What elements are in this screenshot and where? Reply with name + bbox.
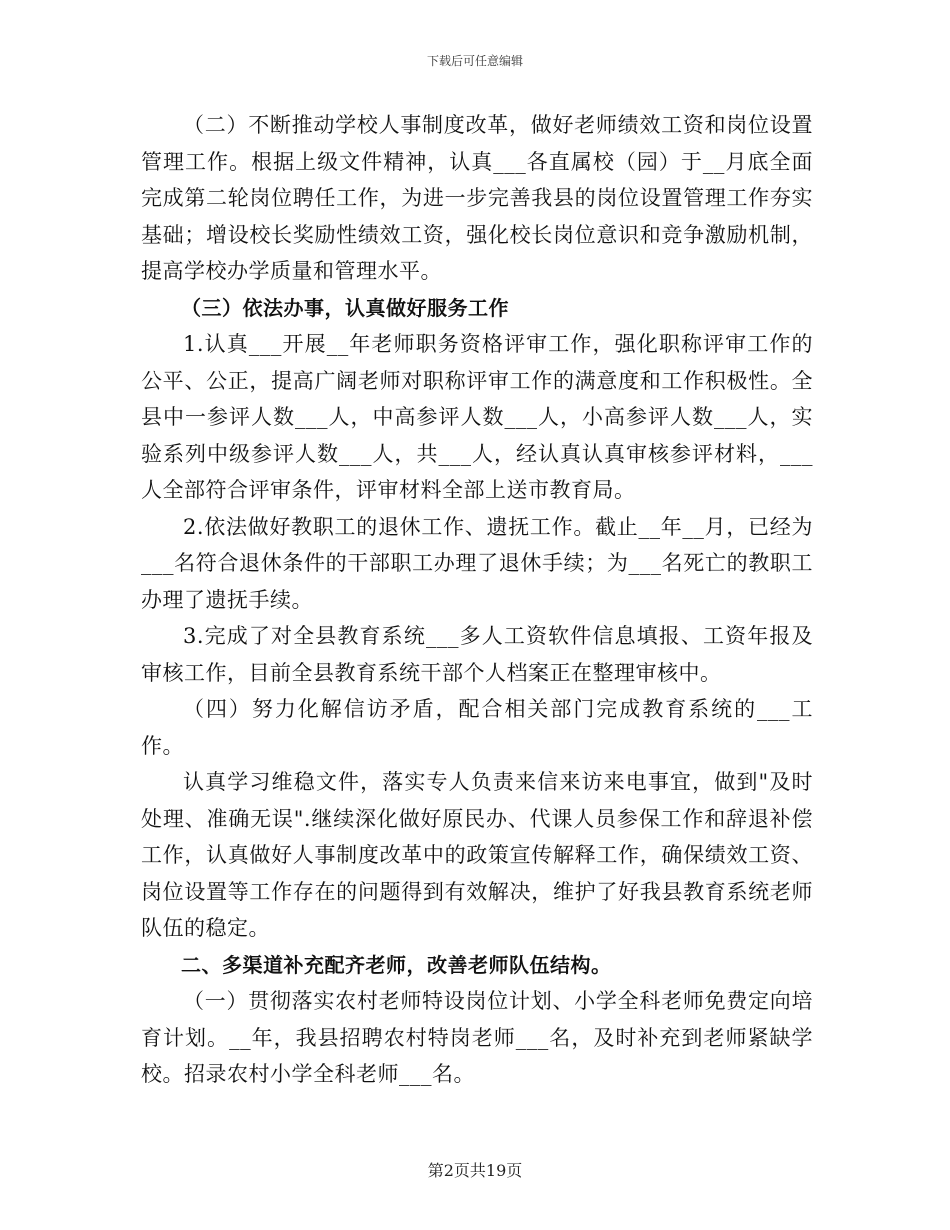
paragraph: 认真学习维稳文件，落实专人负责来信来访来电事宜，做到"及时处理、准确无误".继续深化做好原民办、代课人员参保工作和辞退补偿工作，认真做好人事制度改革中的政策宣传解释工作，确保绩效工资、岗位设置等工作存在的问题得到有效解决，维护了好我县教育系统老师队伍的稳定。 bbox=[141, 770, 813, 940]
document-body bbox=[141, 107, 813, 1093]
page-number-footer: 第2页共19页 bbox=[427, 1161, 523, 1180]
section-heading: （三）依法办事，认真做好服务工作 bbox=[181, 295, 509, 320]
paragraph: 2.依法做好教职工的退休工作、遗抚工作。截止__年__月，已经为___名符合退休条件的干部职工办理了退休手续；为___名死亡的教职工办理了遗抚手续。 bbox=[141, 514, 813, 612]
section-heading: 二、多渠道补充配齐老师，改善老师队伍结构。 bbox=[181, 952, 612, 977]
paragraph: （一）贯彻落实农村老师特设岗位计划、小学全科老师免费定向培育计划。__年，我县招聘农村特岗老师___名，及时补充到老师紧缺学校。招录农村小学全科老师___名。 bbox=[141, 989, 813, 1086]
paragraph: 3.完成了对全县教育系统___多人工资软件信息填报、工资年报及审核工作，目前全县教育系统干部个人档案正在整理审核中。 bbox=[141, 624, 813, 685]
paragraph: （二）不断推动学校人事制度改革，做好老师绩效工资和岗位设置管理工作。根据上级文件精神，认真___各直属校（园）于__月底全面完成第二轮岗位聘任工作，为进一步完善我县的岗位设置管理工作夯实基础；增设校长奖励性绩效工资，强化校长岗位意识和竞争激励机制，提高学校办学质量和管理水平。 bbox=[141, 113, 813, 283]
paragraph: （四）努力化解信访矛盾，配合相关部门完成教育系统的___工作。 bbox=[141, 697, 813, 758]
paragraph: 1.认真___开展__年老师职务资格评审工作，强化职称评审工作的公平、公正，提高广阔老师对职称评审工作的满意度和工作积极性。全县中一参评人数___人，中高参评人数___人，小高参评人数___人，实验系列中级参评人数___人，共___人，经认真认真审核参评材料，___人全部符合评审条件，评审材料全部上送市教育局。 bbox=[141, 332, 813, 502]
page-header: 下载后可任意编辑 bbox=[426, 54, 523, 68]
